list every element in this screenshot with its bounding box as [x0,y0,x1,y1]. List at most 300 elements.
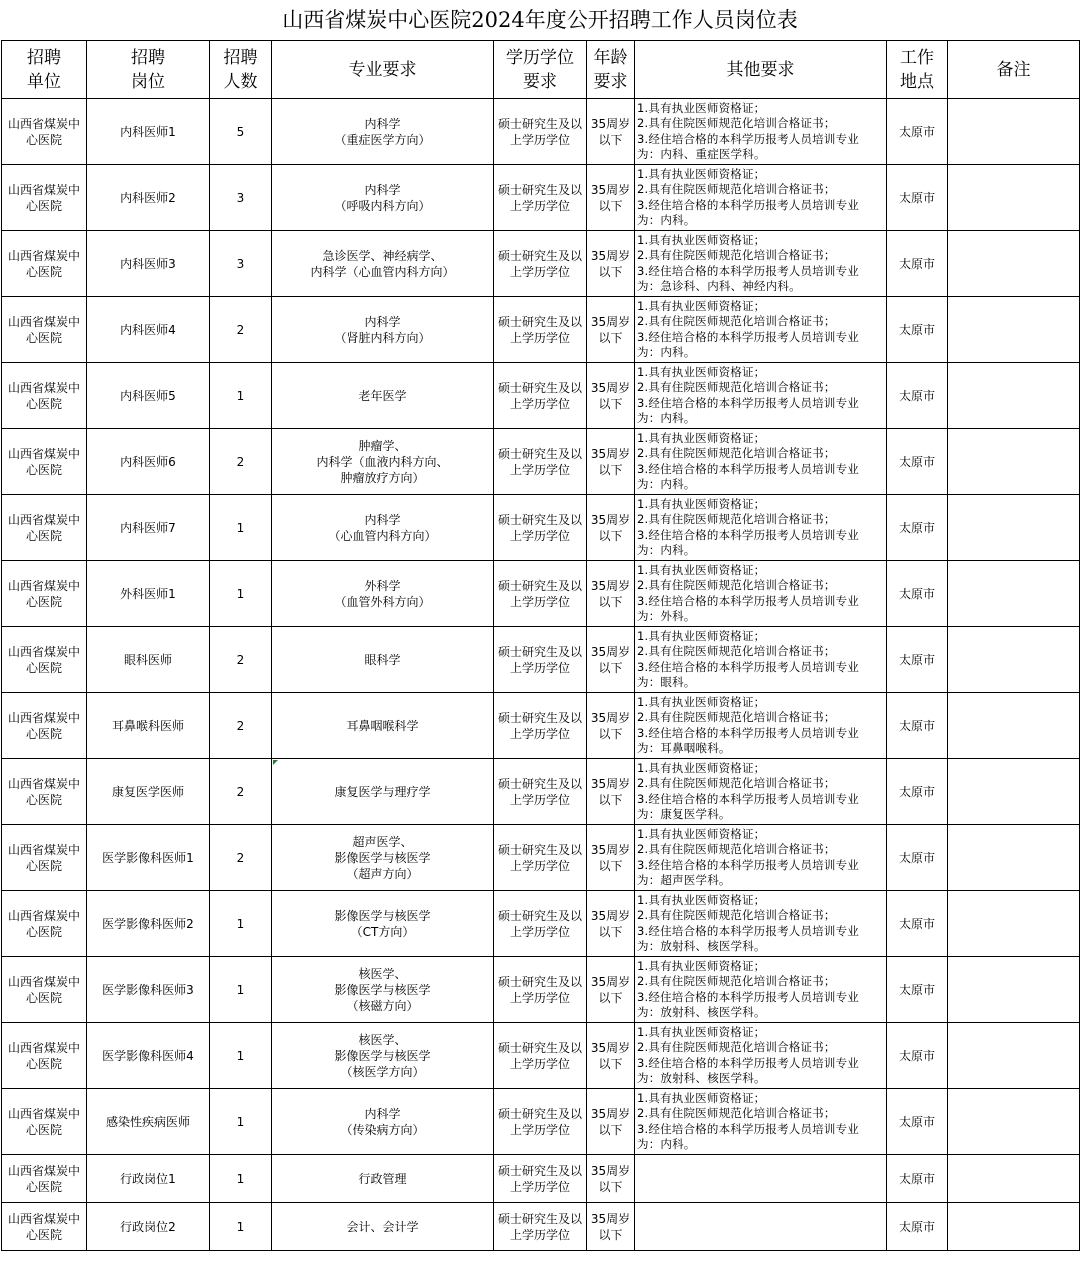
cell-age [587,957,635,1023]
other-line: 为：内科。 [637,411,696,425]
age-line: 35周岁 [590,314,631,329]
major-line: 耳鼻咽喉科学 [346,718,419,733]
edu-line: 上学历学位 [509,1122,570,1137]
major-line: 肿瘤放疗方向） [340,470,425,485]
recruitment-table [1,40,1080,1251]
major-line: 核医学、 [358,966,407,981]
cell-remark [948,693,1080,759]
age-line: 35周岁 [590,446,631,461]
cell-count: 1 [210,1203,272,1251]
cell-unit [2,231,87,297]
other-line: 1.具有执业医师资格证； [637,166,766,181]
cell-remark [948,363,1080,429]
cell-age [587,627,635,693]
cell-major [272,495,494,561]
cell-post: 医学影像科医师2 [87,891,210,957]
cell-remark [948,1155,1080,1203]
cell-location: 太原市 [887,231,948,297]
cell-other [635,363,887,429]
other-line: 1.具有执业医师资格证； [637,694,766,709]
other-line: 为：外科。 [637,609,696,623]
cell-other [635,297,887,363]
cell-post: 行政岗位1 [87,1155,210,1203]
unit-line: 心医院 [25,726,62,741]
cell-major [272,759,494,825]
cell-unit [2,1155,87,1203]
edu-line: 硕士研究生及以 [497,314,582,329]
major-line: 内科学（心血管内科方向） [310,264,455,279]
age-line: 以下 [598,990,623,1005]
cell-edu [494,231,587,297]
other-line: 1.具有执业医师资格证； [637,562,766,577]
other-line: 2.具有住院医师规范化培训合格证书； [637,512,836,526]
cell-post: 康复医学医师 [87,759,210,825]
age-line: 35周岁 [590,512,631,527]
table-row [2,1203,1080,1251]
cell-major [272,1089,494,1155]
unit-line: 心医院 [25,1056,62,1071]
cell-remark [948,561,1080,627]
cell-edu [494,1023,587,1089]
age-line: 以下 [598,660,623,675]
age-line: 以下 [598,1122,623,1137]
age-line: 以下 [598,726,623,741]
other-line: 2.具有住院医师规范化培训合格证书； [637,380,836,394]
cell-age [587,429,635,495]
major-line: 影像医学与核医学 [334,850,431,865]
cell-other [635,693,887,759]
cell-major [272,627,494,693]
table-row [2,1023,1080,1089]
other-line: 3.经住培合格的本科学历报考人员培训专业 [637,1121,859,1136]
other-line: 3.经住培合格的本科学历报考人员培训专业 [637,131,859,146]
cell-remark [948,1023,1080,1089]
cell-major [272,99,494,165]
age-line: 35周岁 [590,974,631,989]
table-row [2,363,1080,429]
edu-line: 上学历学位 [509,198,570,213]
cell-unit [2,429,87,495]
cell-location: 太原市 [887,759,948,825]
edu-line: 上学历学位 [509,462,570,477]
cell-count: 1 [210,495,272,561]
other-line: 3.经住培合格的本科学历报考人员培训专业 [637,527,859,542]
cell-other [635,891,887,957]
cell-post: 内科医师7 [87,495,210,561]
major-line: （心血管内科方向） [328,528,437,543]
other-line: 1.具有执业医师资格证； [637,760,766,775]
major-line: 核医学、 [358,1032,407,1047]
cell-major [272,891,494,957]
age-line: 35周岁 [590,1040,631,1055]
edu-line: 上学历学位 [509,792,570,807]
age-line: 以下 [598,1227,623,1242]
cell-post: 内科医师5 [87,363,210,429]
major-line: 内科学 [364,116,401,131]
major-line: （血管外科方向） [334,594,431,609]
cell-count: 1 [210,1089,272,1155]
cell-edu [494,99,587,165]
other-line: 1.具有执业医师资格证； [637,1024,766,1039]
other-line: 为：急诊科、内科、神经内科。 [637,279,801,293]
age-line: 以下 [598,792,623,807]
major-line: 肿瘤学、 [358,438,407,453]
major-line: （核磁方向） [346,998,419,1013]
cell-count: 2 [210,429,272,495]
age-line: 35周岁 [590,182,631,197]
age-line: 以下 [598,132,623,147]
cell-count: 1 [210,957,272,1023]
unit-line: 山西省煤炭中 [7,842,80,857]
cell-other [635,495,887,561]
cell-other [635,165,887,231]
page-title: 山西省煤炭中心医院2024年度公开招聘工作人员岗位表 [282,8,798,32]
age-line: 以下 [598,330,623,345]
table-row [2,957,1080,1023]
cell-post: 眼科医师 [87,627,210,693]
major-line: 内科学 [364,314,401,329]
other-line: 为：内科。 [637,345,696,359]
cell-other [635,1203,887,1251]
cell-edu [494,1089,587,1155]
cell-count: 3 [210,231,272,297]
edu-line: 上学历学位 [509,528,570,543]
cell-count: 2 [210,825,272,891]
table-row [2,1155,1080,1203]
cell-post: 感染性疾病医师 [87,1089,210,1155]
edu-line: 上学历学位 [509,924,570,939]
major-line: （肾脏内科方向） [334,330,431,345]
cell-location: 太原市 [887,957,948,1023]
major-line: 内科学（血液内科方向、 [316,454,449,469]
major-line: 内科学 [364,512,401,527]
cell-major [272,1203,494,1251]
header-major: 专业要求 [272,41,494,99]
header-post: 招聘 岗位 [87,41,210,99]
table-row [2,495,1080,561]
unit-line: 山西省煤炭中 [7,1163,80,1178]
cell-location: 太原市 [887,495,948,561]
cell-remark [948,759,1080,825]
unit-line: 心医院 [25,264,62,279]
cell-age [587,165,635,231]
other-line: 1.具有执业医师资格证； [637,232,766,247]
cell-age [587,297,635,363]
header-remark: 备注 [948,41,1080,99]
unit-line: 山西省煤炭中 [7,116,80,131]
cell-location: 太原市 [887,693,948,759]
cell-unit [2,165,87,231]
edu-line: 硕士研究生及以 [497,1106,582,1121]
cell-edu [494,561,587,627]
unit-line: 心医院 [25,990,62,1005]
edu-line: 上学历学位 [509,660,570,675]
other-line: 为：放射科、核医学科。 [637,1071,766,1085]
unit-line: 山西省煤炭中 [7,710,80,725]
cell-age [587,561,635,627]
other-line: 2.具有住院医师规范化培训合格证书； [637,1040,836,1054]
header-location: 工作 地点 [887,41,948,99]
cell-unit [2,363,87,429]
edu-line: 硕士研究生及以 [497,578,582,593]
table-row [2,297,1080,363]
cell-major [272,957,494,1023]
cell-major [272,561,494,627]
cell-major [272,297,494,363]
edu-line: 上学历学位 [509,396,570,411]
age-line: 以下 [598,1179,623,1194]
cell-post: 外科医师1 [87,561,210,627]
age-line: 以下 [598,1056,623,1071]
cell-other [635,1155,887,1203]
age-line: 以下 [598,594,623,609]
unit-line: 山西省煤炭中 [7,446,80,461]
cell-other [635,627,887,693]
cell-remark [948,495,1080,561]
cell-edu [494,297,587,363]
other-line: 为：内科。 [637,477,696,491]
cell-remark [948,99,1080,165]
other-line: 1.具有执业医师资格证； [637,892,766,907]
cell-age [587,1155,635,1203]
age-line: 35周岁 [590,776,631,791]
major-line: 影像医学与核医学 [334,982,431,997]
other-line: 为：放射科、核医学科。 [637,1005,766,1019]
cell-remark [948,429,1080,495]
cell-other [635,1023,887,1089]
cell-location: 太原市 [887,165,948,231]
cell-location: 太原市 [887,297,948,363]
other-line: 为：放射科、核医学科。 [637,939,766,953]
edu-line: 硕士研究生及以 [497,1211,582,1226]
edu-line: 硕士研究生及以 [497,512,582,527]
other-line: 为：康复医学科。 [637,807,731,821]
cell-age [587,1023,635,1089]
other-line: 2.具有住院医师规范化培训合格证书； [637,776,836,790]
other-line: 1.具有执业医师资格证； [637,496,766,511]
table-row [2,165,1080,231]
age-line: 35周岁 [590,380,631,395]
cell-remark [948,627,1080,693]
other-line: 2.具有住院医师规范化培训合格证书； [637,182,836,196]
cell-post: 内科医师2 [87,165,210,231]
other-line: 为：内科。 [637,543,696,557]
other-line: 3.经住培合格的本科学历报考人员培训专业 [637,791,859,806]
cell-post: 内科医师6 [87,429,210,495]
table-row [2,429,1080,495]
header-count: 招聘 人数 [210,41,272,99]
cell-edu [494,165,587,231]
other-line: 2.具有住院医师规范化培训合格证书； [637,974,836,988]
cell-remark [948,825,1080,891]
cell-unit [2,627,87,693]
unit-line: 心医院 [25,528,62,543]
major-line: （CT方向） [350,924,415,939]
cell-unit [2,891,87,957]
edu-line: 上学历学位 [509,1179,570,1194]
other-line: 1.具有执业医师资格证； [637,1090,766,1105]
unit-line: 心医院 [25,1227,62,1242]
cell-remark [948,891,1080,957]
major-line: 眼科学 [364,652,401,667]
table-row [2,99,1080,165]
unit-line: 心医院 [25,462,62,477]
unit-line: 山西省煤炭中 [7,380,80,395]
cell-edu [494,429,587,495]
edu-line: 上学历学位 [509,1227,570,1242]
other-line: 3.经住培合格的本科学历报考人员培训专业 [637,593,859,608]
other-line: 3.经住培合格的本科学历报考人员培训专业 [637,1055,859,1070]
cell-age [587,759,635,825]
major-line: 老年医学 [358,388,407,403]
cell-age [587,1089,635,1155]
major-line: 会计、会计学 [346,1219,419,1234]
cell-major [272,429,494,495]
cell-major [272,1023,494,1089]
edu-line: 硕士研究生及以 [497,248,582,263]
unit-line: 山西省煤炭中 [7,644,80,659]
age-line: 35周岁 [590,1163,631,1178]
cell-location: 太原市 [887,1089,948,1155]
unit-line: 心医院 [25,198,62,213]
edu-line: 上学历学位 [509,132,570,147]
major-line: 内科学 [364,1106,401,1121]
major-line: （核医学方向） [340,1064,425,1079]
cell-edu [494,693,587,759]
cell-remark [948,231,1080,297]
other-line: 1.具有执业医师资格证； [637,958,766,973]
unit-line: 山西省煤炭中 [7,182,80,197]
other-line: 3.经住培合格的本科学历报考人员培训专业 [637,725,859,740]
cell-location: 太原市 [887,891,948,957]
edu-line: 硕士研究生及以 [497,644,582,659]
cell-location: 太原市 [887,363,948,429]
age-line: 35周岁 [590,710,631,725]
edu-line: 硕士研究生及以 [497,1040,582,1055]
other-line: 3.经住培合格的本科学历报考人员培训专业 [637,395,859,410]
unit-line: 山西省煤炭中 [7,908,80,923]
cell-location: 太原市 [887,825,948,891]
header-other: 其他要求 [635,41,887,99]
age-line: 以下 [598,462,623,477]
cell-other [635,759,887,825]
table-row [2,693,1080,759]
edu-line: 上学历学位 [509,1056,570,1071]
cell-other [635,957,887,1023]
other-line: 1.具有执业医师资格证； [637,628,766,643]
cell-other [635,561,887,627]
other-line: 3.经住培合格的本科学历报考人员培训专业 [637,461,859,476]
table-body [2,99,1080,1251]
major-line: 影像医学与核医学 [334,908,431,923]
cell-remark [948,165,1080,231]
cell-major [272,363,494,429]
edu-line: 硕士研究生及以 [497,842,582,857]
unit-line: 山西省煤炭中 [7,314,80,329]
cell-location: 太原市 [887,561,948,627]
edu-line: 上学历学位 [509,858,570,873]
cell-location: 太原市 [887,1155,948,1203]
cell-edu [494,957,587,1023]
cell-remark [948,957,1080,1023]
edu-line: 硕士研究生及以 [497,908,582,923]
other-line: 为：超声医学科。 [637,873,731,887]
cell-unit [2,495,87,561]
table-row [2,627,1080,693]
unit-line: 山西省煤炭中 [7,1106,80,1121]
cell-count: 1 [210,561,272,627]
cell-major [272,693,494,759]
unit-line: 山西省煤炭中 [7,1211,80,1226]
edu-line: 上学历学位 [509,594,570,609]
age-line: 以下 [598,396,623,411]
cell-age [587,825,635,891]
cell-marker-icon [273,760,278,765]
other-line: 3.经住培合格的本科学历报考人员培训专业 [637,659,859,674]
cell-post: 耳鼻喉科医师 [87,693,210,759]
cell-major [272,825,494,891]
edu-line: 硕士研究生及以 [497,974,582,989]
other-line: 2.具有住院医师规范化培训合格证书； [637,842,836,856]
age-line: 以下 [598,924,623,939]
other-line: 为：内科。 [637,213,696,227]
other-line: 1.具有执业医师资格证； [637,430,766,445]
cell-other [635,1089,887,1155]
age-line: 35周岁 [590,1211,631,1226]
header-unit: 招聘 单位 [2,41,87,99]
edu-line: 硕士研究生及以 [497,776,582,791]
other-line: 2.具有住院医师规范化培训合格证书； [637,578,836,592]
unit-line: 山西省煤炭中 [7,1040,80,1055]
age-line: 以下 [598,858,623,873]
cell-count: 2 [210,759,272,825]
age-line: 以下 [598,528,623,543]
cell-post: 医学影像科医师1 [87,825,210,891]
table-row [2,891,1080,957]
cell-count: 2 [210,693,272,759]
cell-remark [948,1089,1080,1155]
edu-line: 硕士研究生及以 [497,182,582,197]
unit-line: 山西省煤炭中 [7,776,80,791]
other-line: 2.具有住院医师规范化培训合格证书； [637,644,836,658]
other-line: 为：眼科。 [637,675,696,689]
major-line: （超声方向） [346,866,419,881]
cell-location: 太原市 [887,1203,948,1251]
major-line: （重症医学方向） [334,132,431,147]
cell-count: 2 [210,627,272,693]
table-row [2,759,1080,825]
cell-count: 1 [210,891,272,957]
cell-post: 内科医师1 [87,99,210,165]
other-line: 2.具有住院医师规范化培训合格证书； [637,116,836,130]
unit-line: 山西省煤炭中 [7,578,80,593]
unit-line: 心医院 [25,924,62,939]
cell-location: 太原市 [887,99,948,165]
unit-line: 山西省煤炭中 [7,974,80,989]
cell-other [635,825,887,891]
other-line: 2.具有住院医师规范化培训合格证书； [637,908,836,922]
age-line: 以下 [598,264,623,279]
cell-unit [2,825,87,891]
table-row [2,1089,1080,1155]
other-line: 2.具有住院医师规范化培训合格证书； [637,710,836,724]
cell-major [272,165,494,231]
major-line: 急诊医学、神经病学、 [322,248,443,263]
table-row [2,561,1080,627]
cell-other [635,99,887,165]
other-line: 2.具有住院医师规范化培训合格证书； [637,1106,836,1120]
age-line: 35周岁 [590,578,631,593]
